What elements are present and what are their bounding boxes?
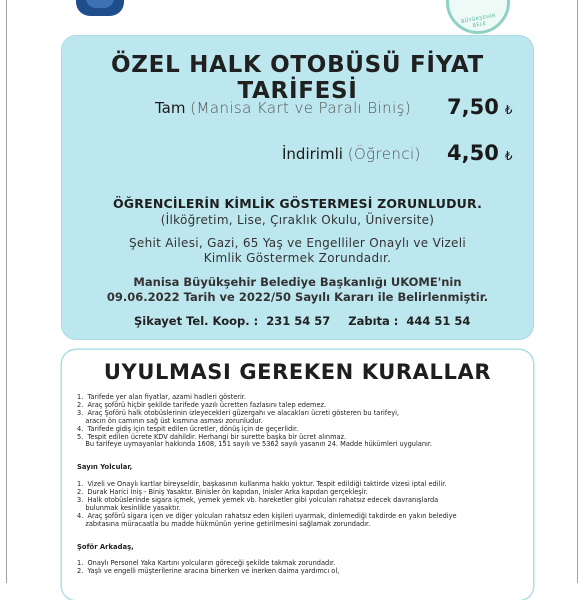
driver-rules-list: [77, 560, 517, 576]
fare-row-discount-type: İndirimli: [282, 145, 343, 163]
passenger-rules-list: [77, 481, 517, 528]
complaint-line: [134, 314, 470, 328]
list-item: aracın ön camının sağ üst kısmına asması zorunludur.: [85, 416, 263, 425]
list-item: zabıtasına müracaatla bu madde hükmünün yerine getirilmesini sağlamak zorundadır.: [85, 519, 371, 528]
list-item: 2. Durak Harici İniş - Biniş Yasaktır. Binisler ön kapıdan, İnisler Arka kapıdan gerçekleşir.: [77, 487, 368, 496]
lira-icon: ₺: [504, 103, 513, 117]
drivers-heading: Şoför Arkadaş,: [77, 543, 134, 551]
id-notice-title: ÖĞRENCİLERİN KİMLİK GÖSTERMESİ ZORUNLUDUR.: [112, 196, 483, 211]
general-rules-list: [77, 394, 517, 449]
list-item: 4. Araç şoförü sigara içen ve diğer yolcuları rahatsız eden kişileri uyarmak, dinlemediği takdirde en yakın belediye: [77, 511, 457, 520]
fare-row-discount-price: [447, 141, 512, 165]
list-item: 1. Vizeli ve Onaylı kartlar bireyseldir, başkasının kullanma hakkı yoktur. Tespit edildiği taktirde vizesi iptal edilir.: [77, 480, 447, 488]
list-item: 1. Tarifede yer alan fiyatlar, azami hadleri gösterir.: [77, 393, 246, 401]
fare-row-full-detail: (Manisa Kart ve Paralı Biniş): [190, 99, 412, 117]
list-item: 1. Onaylı Personel Yaka Kartını yolcuların göreceği şekilde takmak zorundadır.: [77, 559, 336, 567]
list-item: bulunmak kesinlikle yasaktır.: [85, 503, 181, 512]
list-item: 4. Tarifede gidiş için tespit edilen ücretler, dönüş için de geçerlidir.: [77, 424, 299, 433]
fare-row-full-label: [155, 99, 411, 117]
zabita-phone: 444 51 54: [406, 314, 471, 328]
complaint-phone: 231 54 57: [266, 314, 331, 328]
list-item: 5. Tespit edilen ücrete KDV dahildir. Herhangi bir surette başka bir ücret alınmaz.: [77, 432, 347, 441]
lira-icon: ₺: [504, 149, 513, 163]
exempt-line-1: Şehit Ailesi, Gazi, 65 Yaş ve Engelliler Onaylı ve Vizeli: [129, 236, 466, 250]
fare-row-discount-detail: (Öğrenci): [347, 145, 421, 163]
fare-row-full-type: Tam: [155, 99, 186, 117]
list-item: Bu tarifeye uymayanlar hakkında 1608, 151 sayılı ve 5362 sayılı yasanın 24. Madde hükümleri uygulanır.: [85, 440, 433, 449]
list-item: 3. Araç Şoförü halk otobüslerinin izleyecekleri güzergahı ve alacakları ücreti gösteren bu tarifeyi,: [77, 408, 400, 417]
id-notice-subtitle: (İlköğretim, Lise, Çıraklık Okulu, Üniversite): [160, 213, 435, 227]
fare-row-discount-label: [282, 145, 421, 163]
manisa-bb-logo-icon: [76, 0, 124, 16]
list-item: 2. Yaşlı ve engelli müşterilerine aracına binerken ve inerken daima yardımcı ol,: [77, 566, 340, 575]
passengers-heading: Sayın Yolcular,: [77, 463, 133, 471]
authority-line-1: Manisa Büyükşehir Belediye Başkanlığı UKOME'nin: [133, 275, 462, 289]
zabita-label: Zabıta :: [348, 314, 399, 328]
fare-discount-price-value: 4,50: [447, 141, 499, 165]
exempt-line-2: Kimlik Göstermek Zorundadır.: [203, 251, 392, 265]
list-item: 2. Araç şoförü hiçbir şekilde tarifede yazılı ücretten fazlasını talep edemez.: [77, 400, 327, 409]
fare-row-full-price: [447, 95, 512, 119]
fare-title: ÖZEL HALK OTOBÜSÜ FİYAT TARİFESİ: [111, 52, 484, 104]
rules-title: UYULMASI GEREKEN KURALLAR: [103, 360, 492, 384]
authority-line-2: 09.06.2022 Tarih ve 2022/50 Sayılı Kararı ile Belirlenmiştir.: [106, 290, 489, 304]
seal-text: BÜYÜKŞEHİR BELE: [460, 13, 497, 30]
complaint-label: Şikayet Tel. Koop. :: [134, 314, 259, 328]
list-item: 3. Halk otobüslerinde sigara içmek, yemek yemek vb. hareketler gibi yolcuları rahatsız edecek davranışlarda: [77, 495, 439, 504]
fare-full-price-value: 7,50: [447, 95, 499, 119]
